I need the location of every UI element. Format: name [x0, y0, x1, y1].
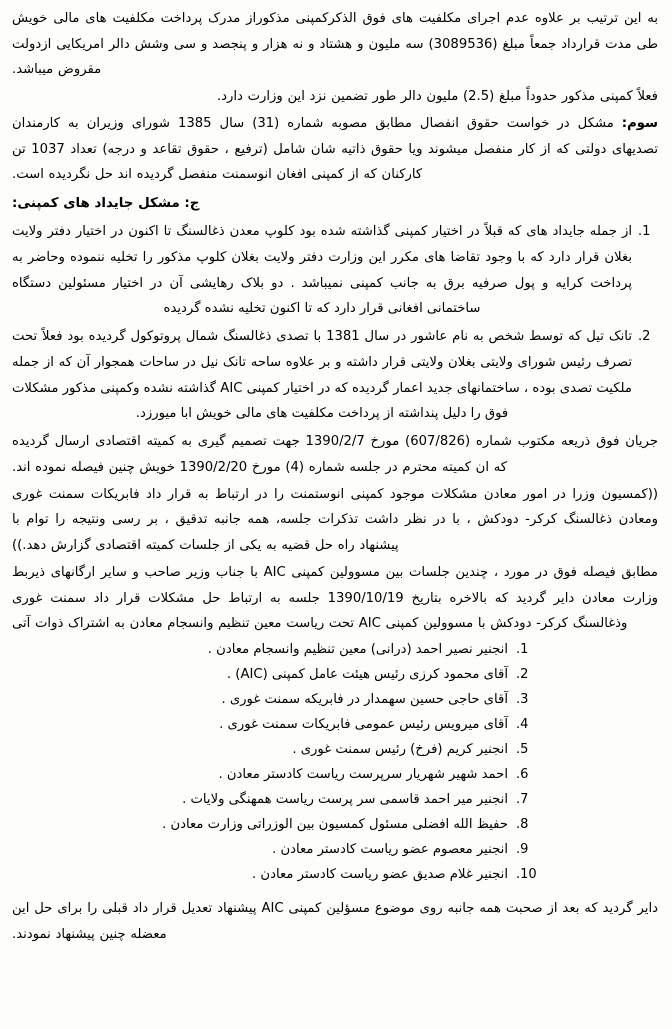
participant-9-number: 9.	[516, 842, 529, 858]
paragraph-5: مطابق فیصله فوق در مورد ، چندین جلسات بین مسوولین کمپنی AIC با جناب وزیر صاحب و سایر ارگانهای ذیربط وزارت معادن دایر گردید که بالاخره بتاریخ 1390/10/19 جلسه به ارتباط حل مشکلات قرار داد سمنت غوری وذغالسنگ کرکر- دودکش با مسوولین کمپنی AIC تحت ریاست معین تنظیم وانسجام معادن به اشتراک ذوات آتی	[12, 564, 658, 632]
participant-2-number: 2.	[516, 667, 529, 683]
jim-item-1-text: از جمله جایداد های که قبلاً در اختیار کمپنی گذاشته شده بود کلوپ معدن ذغالسنگ تا اکنون در اختیار دفتر ولایت بغلان قرار دارد که با وجود تقاضا های مکرر این وزارت دفتر ولایت بغلان کلوپ مذکور را تخلیه ننموده وحاضر به پرداخت کرایه و پول صرفیه برق به جانب کمپنی نمیباشد . دو بلاک رهایشی آن در اختیار مسئولین دستگاه ساختمانی افغانی قرار دارد که تا اکنون تخلیه نشده گردیده	[12, 224, 632, 317]
list-item	[12, 742, 658, 767]
participant-2-text: آقای محمود کرزی رئیس هیئت عامل کمپنی (AIC) .	[226, 667, 508, 683]
participant-1-number: 1.	[516, 642, 529, 658]
section-som-text: مشکل در خواست حقوق انفصال مطابق مصوبه شماره (31) سال 1385 شورای وزیران به کارمندان تصدیهای دولتی که از کار منفصل میشوند ویا حقوق ذاتیه شان شامل (ترفیع ، حقوق تقاعد و درجه) تعداد 1037 تن کارکنان که از کمپنی افغان انوسمنت منفصل گردیده اند حل نگردیده است.	[12, 115, 658, 183]
jim-item-2	[12, 324, 658, 427]
paragraph-3: جریان فوق ذریعه مکتوب شماره (607/826) مورخ 1390/2/7 جهت تصمیم گیری به کمیته اقتصادی ارسال گردیده که ان کمیته محترم در جلسه شماره (4) مورخ 1390/2/20 خویش چنین فیصله نموده اند.	[12, 434, 658, 475]
participant-7-text: انجنیر میر احمد قاسمی سر پرست ریاست همهنگی ولایات .	[182, 792, 508, 808]
participant-8-text: حفیظ الله افضلی مسئول کمسیون بین الوزراتی وزارت معادن .	[162, 817, 508, 833]
paragraph-1: به این ترتیب بر علاوه عدم اجرای مکلفیت های فوق الذکرکمپنی مذکوراز مدرک پرداخت مکلفیت های مالی خویش طی مدت قرارداد جمعاً مبلغ (3089536) سه ملیون و هشتاد و نه هزار و پنجصد و سی وشش دالر امریکایی ازدولت مقروض میباشد.	[12, 11, 658, 78]
participant-3-text: آقای حاجی حسین سهمدار در فابریکه سمنت غوری .	[221, 692, 508, 708]
participant-10-number: 10.	[516, 867, 537, 883]
list-item	[12, 792, 658, 817]
participant-6-text: احمد شهیر شهریار سرپرست ریاست کادستر معادن .	[218, 767, 508, 783]
participant-7-number: 7.	[516, 792, 529, 808]
paragraph-2: فعلاً کمپنی مذکور حدوداً مبلغ (2.5) ملیون دالر طور تضمین نزد این وزارت دارد.	[216, 89, 658, 105]
closing-paragraph: دایر گردید که بعد از صحبت همه جانبه روی موضوع مسؤلین کمپنی AIC پیشنهاد تعدیل قرار داد قبلی را برای حل این معضله چنین پیشنهاد نمودند.	[12, 901, 659, 942]
list-item	[12, 717, 658, 742]
section-jim-heading: ج: مشکل جایداد های کمپنی:	[12, 196, 200, 212]
paragraph-4: ((کمسیون وزرا در امور معادن مشکلات موجود کمپنی انوستمنت را در ارتباط به قرار داد فابریکات سمنت غوری ومعادن ذغالسنگ کرکر- دودکش ، با در نظر داشت تذکرات جلسه، همه جانبه تدقیق ، بر رسی ونتیجه را توام با پیشنهاد راه حل قضیه به یکی از جلسات کمیته اقتصادی گزارش دهد.))	[12, 486, 658, 554]
list-item	[12, 642, 658, 667]
jim-item-2-text: تانک تیل که توسط شخص به نام عاشور در سال 1381 با تصدی ذغالسنگ شمال پروتوکول گردیده بود فعلاً تحت تصرف رئیس شورای ولایتی بغلان ولایتی قرار داشته و بر علاوه ساحه تانک نیل در ساحات همجوار آن که از جمله ملکیت تصدی بوده ، ساختمانهای جدید اعمار گردیده که در اختیار کمپنی AIC گذاشته نشده وکمپنی مذکور مشکلات فوق را دلیل پنداشته از پرداخت مکلفیت های مالی خویش ابا میورزد.	[12, 329, 632, 422]
participant-8-number: 8.	[516, 817, 529, 833]
participant-3-number: 3.	[516, 692, 529, 708]
jim-item-1-number: 1.	[638, 224, 651, 240]
participant-4-text: آقای میرویس رئیس عمومی فابریکات سمنت غوری .	[219, 717, 508, 733]
list-item	[12, 767, 658, 792]
participant-9-text: انجنیر معصوم عضو ریاست کادستر معادن .	[272, 842, 508, 858]
section-som	[12, 111, 658, 188]
list-item	[12, 692, 658, 717]
participant-6-number: 6.	[516, 767, 529, 783]
participant-10-text: انجنیر غلام صدیق عضو ریاست کادستر معادن .	[252, 867, 508, 883]
participant-5-number: 5.	[516, 742, 529, 758]
list-item	[12, 842, 658, 867]
participant-4-number: 4.	[516, 717, 529, 733]
jim-item-2-number: 2.	[638, 329, 651, 345]
section-som-label: سوم:	[621, 115, 658, 131]
list-item	[12, 817, 658, 842]
list-item	[12, 867, 658, 892]
jim-item-1	[12, 219, 658, 322]
participant-5-text: انجنیر کریم (فرخ) رئیس سمنت غوری .	[292, 742, 508, 758]
participant-1-text: انجنیر نصیر احمد (درانی) معین تنظیم وانسجام معادن .	[207, 642, 508, 658]
list-item	[12, 667, 658, 692]
